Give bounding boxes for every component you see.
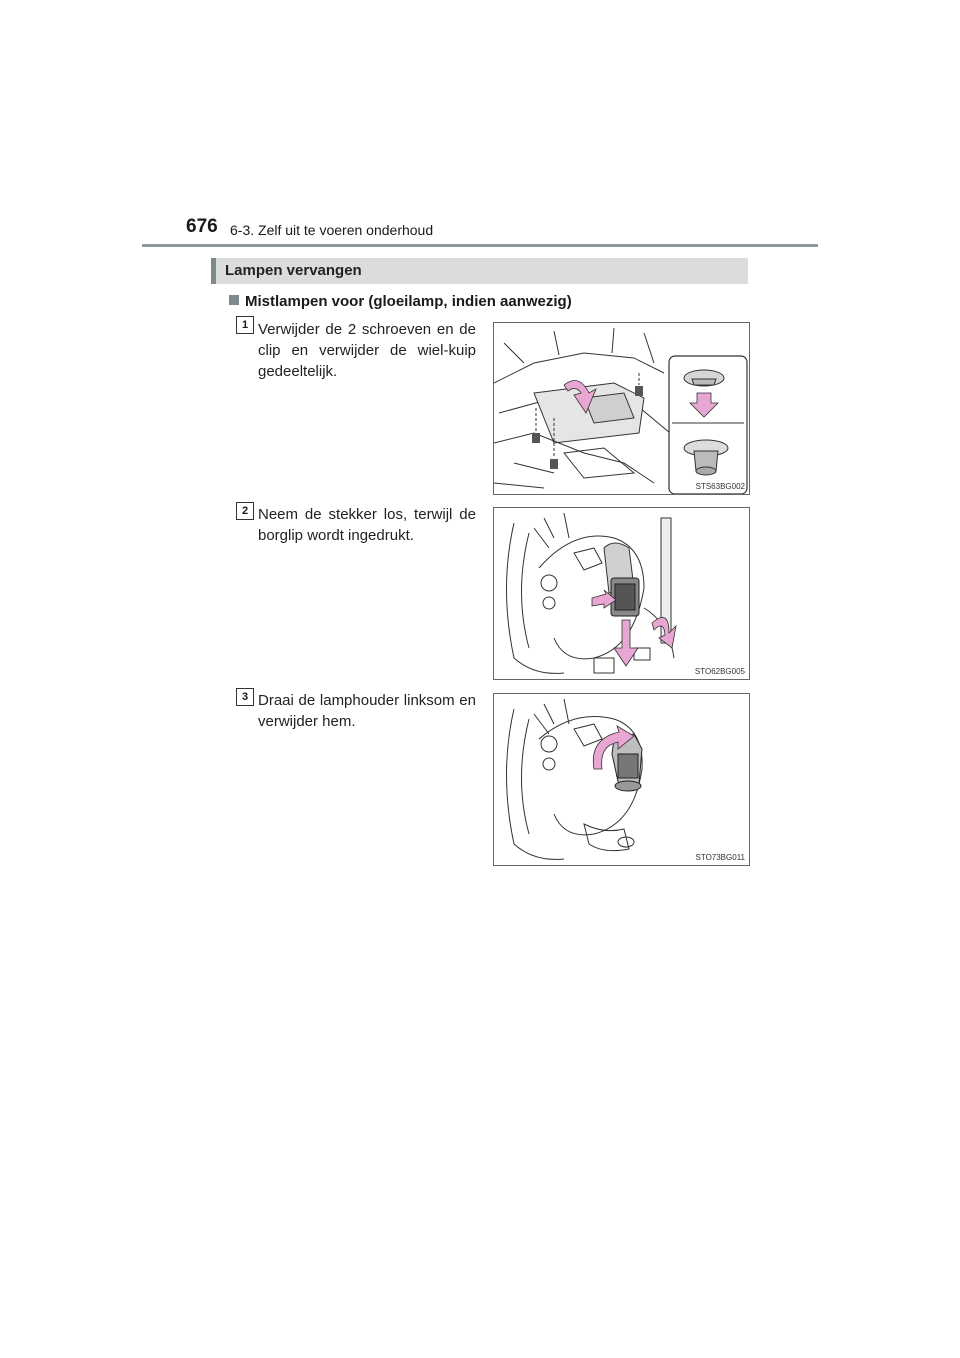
step-text-2: Neem de stekker los, terwijl de borglip wordt ingedrukt. [258,506,476,544]
section-bar [211,258,748,284]
figure-code-3: STO73BG011 [695,853,745,862]
figure-1 [493,322,750,495]
figure-3 [493,693,750,866]
step-text-1: Verwijder de 2 schroeven en de clip en verwijder de wiel-kuip gedeeltelijk. [258,321,476,380]
section-bar-accent [211,258,216,284]
page-number: 676 [186,216,218,237]
figure-code-2: STO62BG005 [694,667,745,676]
figure-2 [493,507,750,680]
wheel-housing-illustration [494,323,749,494]
header-rule [142,244,818,247]
chapter-title: 6-3. Zelf uit te voeren onderhoud [230,222,434,238]
sub-heading-text: Mistlampen voor (gloeilamp, indien aanwezig) [245,293,572,310]
square-bullet-icon [229,295,239,305]
figure-code-1: STS63BG002 [695,482,745,491]
section-title: Lampen vervangen [225,262,362,279]
sub-heading [229,293,572,310]
step-text-3: Draai de lamphouder linksom en verwijder hem. [258,692,476,730]
step-number-3: 3 [236,688,254,706]
step-number-1: 1 [236,316,254,334]
fog-lamp-connector-illustration [494,508,749,679]
step-number-2: 2 [236,502,254,520]
lamp-holder-illustration [494,694,749,865]
